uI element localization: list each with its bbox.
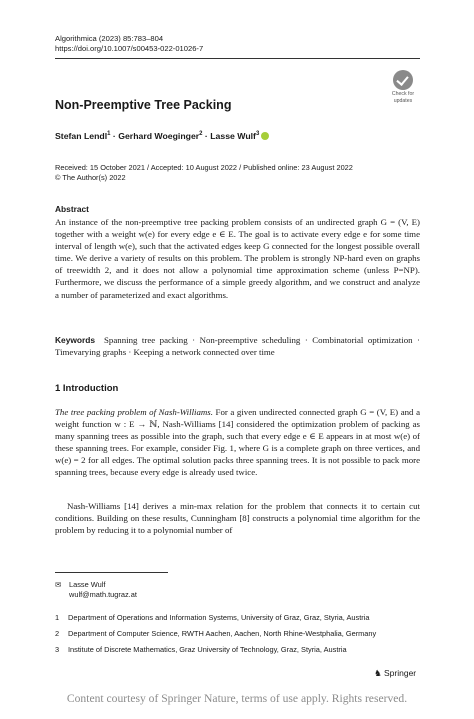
footnote-number: 1: [55, 613, 60, 622]
contact-name: Lasse Wulf: [69, 580, 106, 589]
header-rule: [55, 58, 420, 59]
paper-title: Non-Preemptive Tree Packing: [55, 98, 232, 112]
publisher-name: Springer: [384, 668, 417, 678]
publication-dates: [55, 163, 353, 183]
doi-link[interactable]: https://doi.org/10.1007/s00453-022-01026-7: [55, 44, 204, 53]
badge-label-2: updates: [393, 98, 413, 104]
author-1[interactable]: Stefan Lendl: [55, 131, 108, 141]
intro-paragraph-1-text: For a given undirected connected graph G = (V, E) and a weight function w : E → ℕ, Nash-Williams [14] considered the optimization problem of packing as many spanning trees as possible into the graph, such that every edge e ∈ E appears in at most w(e) of these spanning trees. For example, consider Fig. 1, where G is a complete graph on three vertices, and w(e) = 2 for all edges. The optimal solution packs three spanning trees. It is not possible to pack more spanning trees, because every edge is already used twice.: [55, 407, 420, 478]
check-icon: [393, 70, 413, 90]
journal-header: [55, 34, 203, 54]
badge-label-1: Check for: [391, 91, 415, 97]
orcid-icon[interactable]: [261, 132, 269, 140]
footnote: [55, 629, 376, 639]
author-separator: ·: [110, 131, 119, 141]
footnote-number: 3: [55, 645, 60, 654]
intro-paragraph-2-text: Nash-Williams [14] derives a min-max relation for the problem that connects it to certain cut conditions. Building on these results, Cunningham [8] constructs a polynomial time algorithm for the problem by reducing it to a polynomial number of: [55, 501, 420, 536]
author-separator: ·: [202, 131, 211, 141]
springer-horse-icon: ♞: [374, 668, 382, 678]
dates-line: Received: 15 October 2021 / Accepted: 10 August 2022 / Published online: 23 August 2022: [55, 163, 353, 172]
courtesy-notice: Content courtesy of Springer Nature, terms of use apply. Rights reserved.: [66, 692, 408, 705]
keywords-label: Keywords: [55, 335, 96, 345]
keywords-text: Spanning tree packing · Non-preemptive scheduling · Combinatorial optimization · Timevarying graphs · Keeping a network connected over time: [55, 335, 420, 358]
footnote-text: Department of Computer Science, RWTH Aachen, Aachen, North Rhine-Westphalia, Germany: [68, 629, 377, 638]
author-2[interactable]: Gerhard Woeginger: [118, 131, 200, 141]
footnote-rule: [55, 572, 168, 573]
section-heading-introduction: 1 Introduction: [55, 383, 119, 394]
author-3-affil: 3: [255, 131, 260, 138]
author-1-affil: 1: [107, 131, 111, 138]
author-2-affil: 2: [199, 131, 203, 138]
intro-paragraph-2: [55, 500, 420, 536]
copyright-line: © The Author(s) 2022: [55, 173, 126, 182]
footnote-number: 2: [55, 629, 60, 638]
author-3[interactable]: Lasse Wulf: [210, 131, 256, 141]
intro-paragraph-lead: The tree packing problem of Nash-Williams.: [55, 407, 213, 417]
footnote-text: Institute of Discrete Mathematics, Graz University of Technology, Graz, Styria, Austria: [68, 645, 347, 654]
footnote: [55, 613, 370, 623]
abstract-text: An instance of the non-preemptive tree packing problem consists of an undirected graph G = (V, E) together with a weight w(e) for every edge e ∈ E. The goal is to activate every edge e for some time interval of length w(e), such that the activated edges keep G connected for the longest possible overall time. We derive a variety of results on this problem. The problem is strongly NP-hard even on graphs of treewidth 2, and it does not allow a polynomial time approximation scheme (unless P=NP). Furthermore, we discuss the performance of a simple greedy algorithm, and we construct and analyze a number of parameterized and exact algorithms.: [55, 217, 420, 300]
footnote: [55, 645, 347, 655]
envelope-icon: ✉: [55, 580, 62, 589]
footnote-text: Department of Operations and Information Systems, University of Graz, Graz, Styria, Austria: [68, 613, 370, 622]
intro-paragraph-1: [55, 406, 420, 479]
author-list: [55, 131, 269, 141]
corresponding-author: [55, 580, 137, 600]
keywords-block: [55, 334, 420, 358]
journal-citation: Algorithmica (2023) 85:783–804: [55, 34, 164, 43]
publisher-logo: [374, 668, 416, 679]
abstract-heading: Abstract: [55, 204, 89, 214]
check-for-updates-badge[interactable]: [387, 70, 419, 104]
contact-email[interactable]: wulf@math.tugraz.at: [69, 590, 137, 599]
